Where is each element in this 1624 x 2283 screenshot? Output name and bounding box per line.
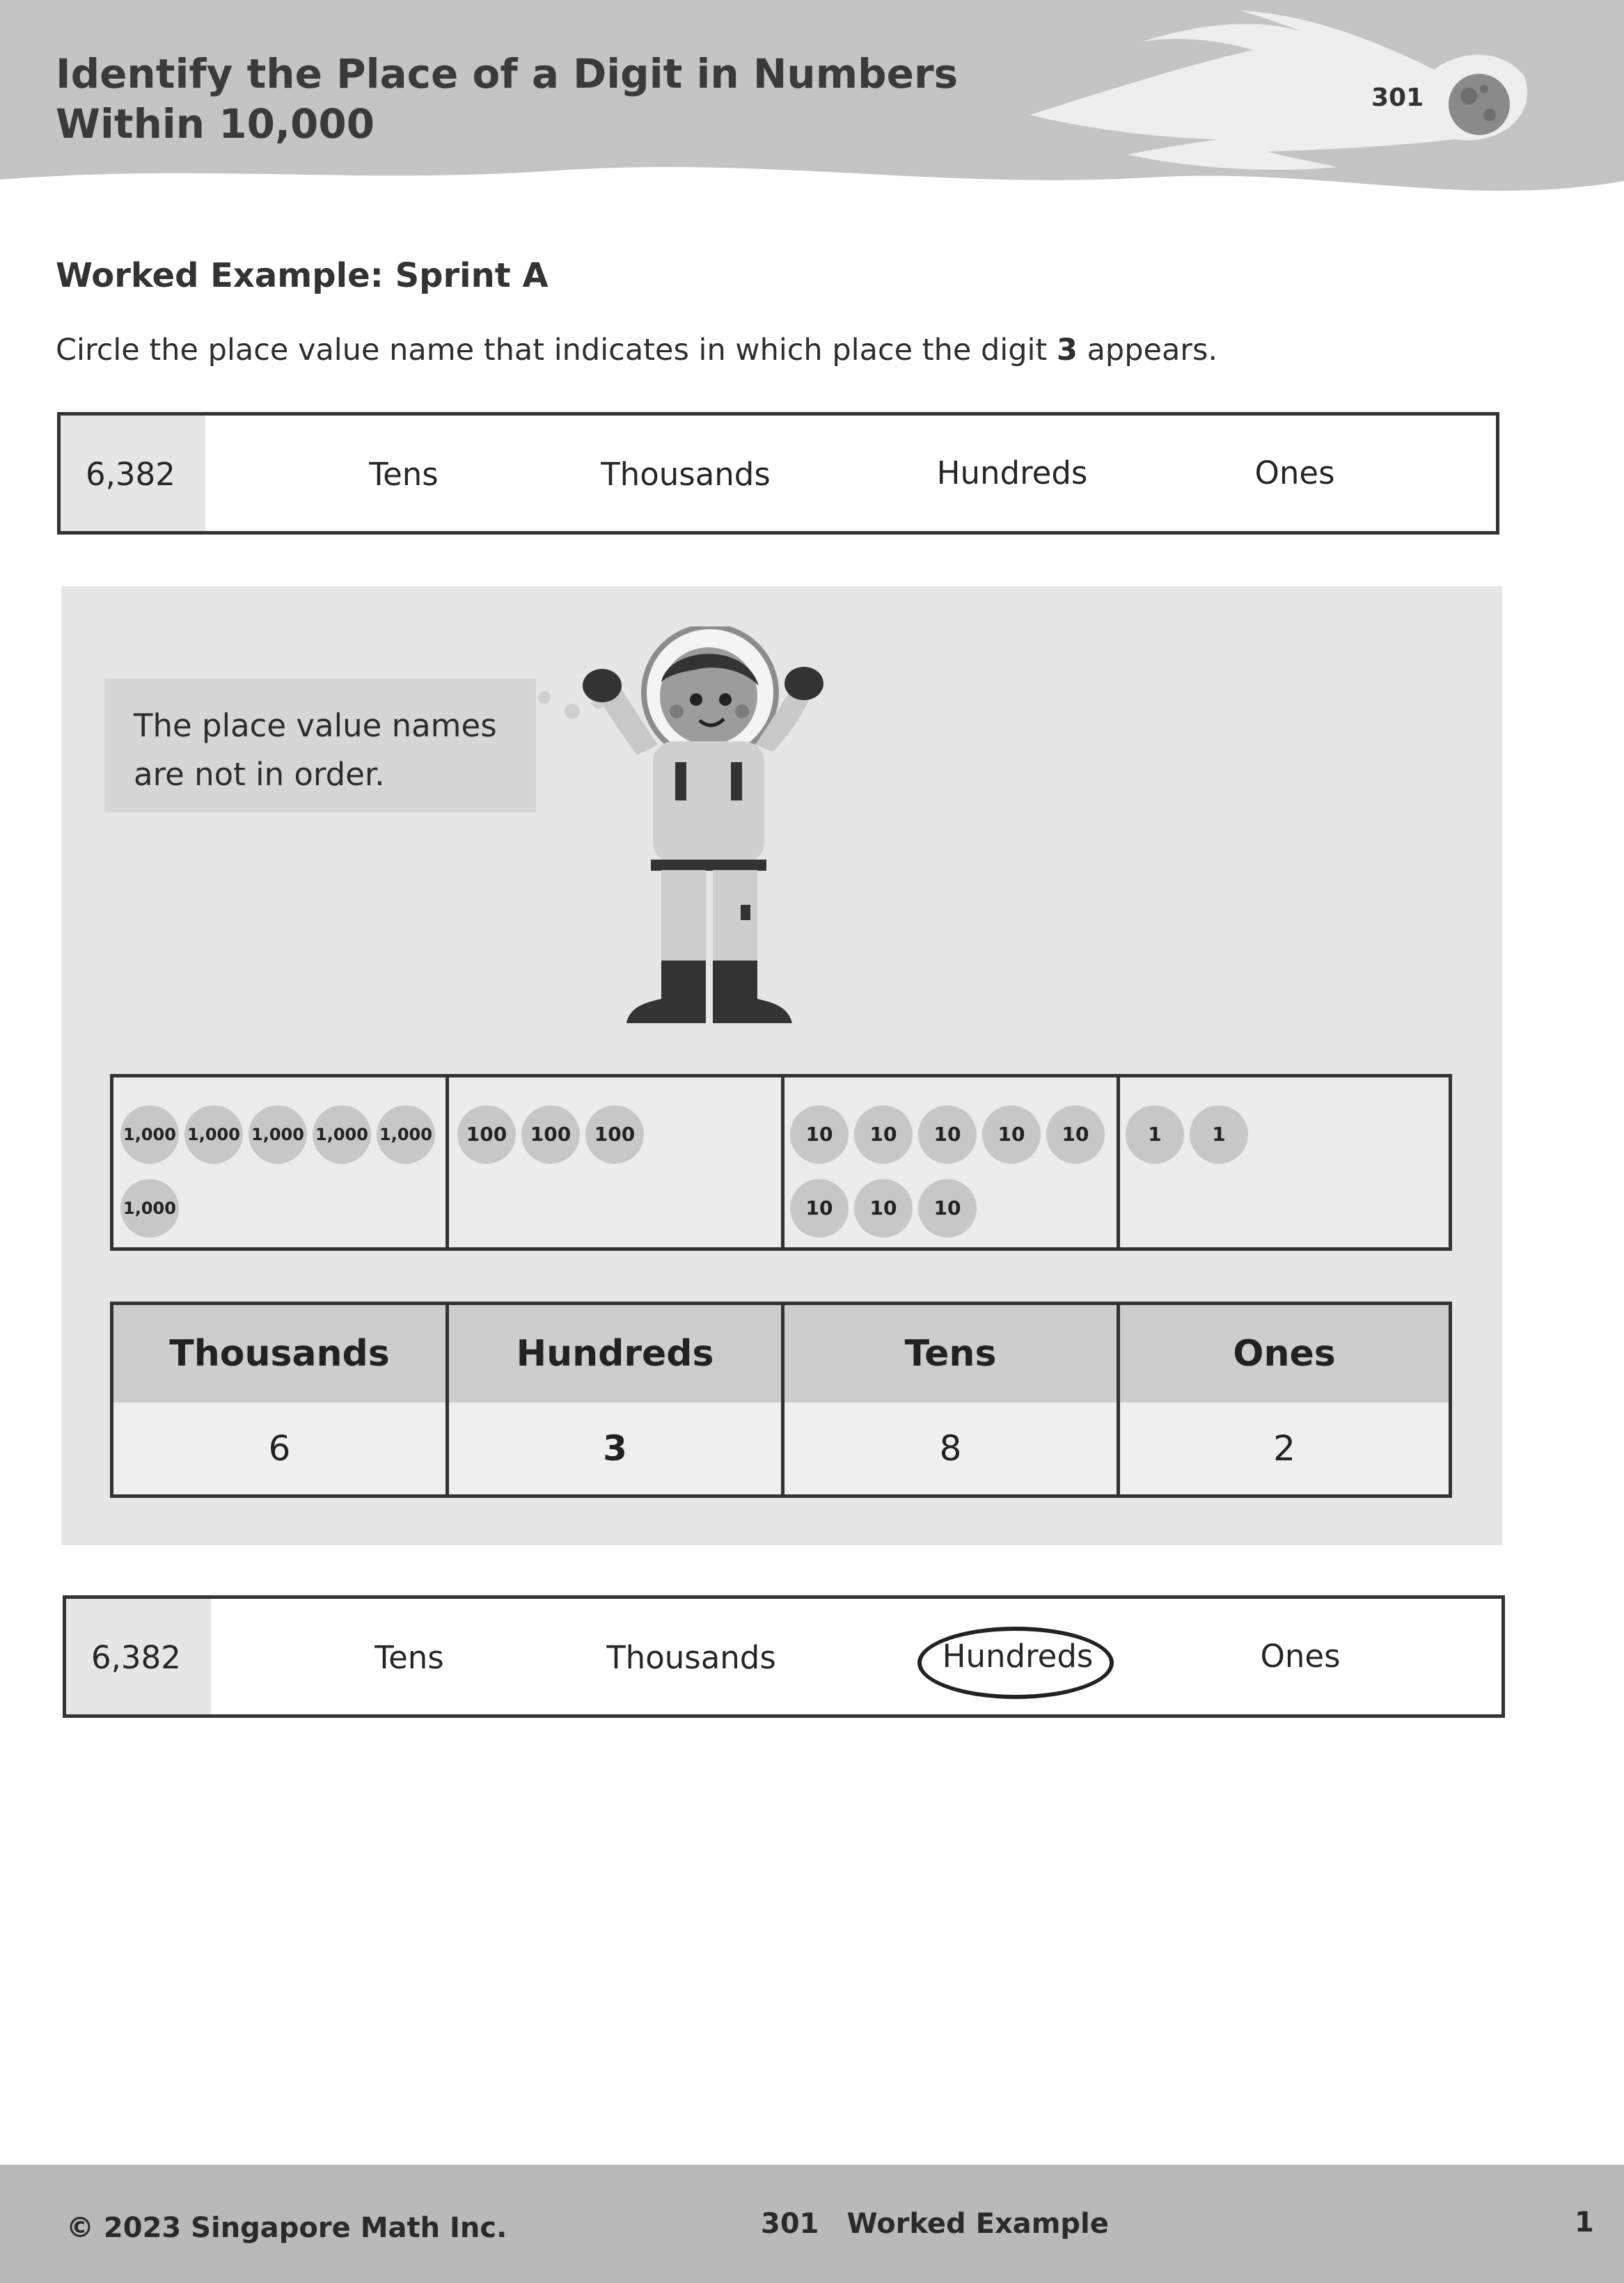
footer-sprint-number: 301 bbox=[761, 2208, 819, 2240]
hundred-disk: 100 bbox=[521, 1105, 580, 1164]
pv-header-thousands: Thousands bbox=[113, 1305, 449, 1403]
ten-disk: 10 bbox=[918, 1179, 977, 1238]
place-value-chart bbox=[110, 1302, 1452, 1498]
answer-circle-mark bbox=[917, 1627, 1114, 1699]
answer-option-thousands[interactable]: Thousands bbox=[606, 1639, 776, 1676]
thousand-disk: 1,000 bbox=[120, 1179, 179, 1238]
question-row bbox=[57, 412, 1499, 535]
thousand-disk: 1,000 bbox=[184, 1105, 243, 1164]
question-number: 6,382 bbox=[86, 456, 175, 493]
question-option-thousands[interactable]: Thousands bbox=[601, 456, 771, 493]
ten-disk: 10 bbox=[918, 1105, 977, 1164]
thousand-disk: 1,000 bbox=[120, 1105, 179, 1164]
answer-row bbox=[63, 1595, 1505, 1718]
pv-header-hundreds: Hundreds bbox=[449, 1305, 785, 1403]
pv-value-ones: 2 bbox=[1273, 1428, 1295, 1469]
instruction-text bbox=[56, 333, 1217, 368]
answer-option-ones[interactable]: Ones bbox=[1260, 1638, 1341, 1675]
ten-disk: 10 bbox=[1046, 1105, 1105, 1164]
sprint-number: 301 bbox=[1371, 84, 1424, 112]
pv-header-ones: Ones bbox=[1120, 1305, 1449, 1403]
disk-column-tens bbox=[785, 1077, 1120, 1247]
thousand-disk: 1,000 bbox=[249, 1105, 307, 1164]
hundred-disk: 100 bbox=[585, 1105, 644, 1164]
thousand-disk: 1,000 bbox=[377, 1105, 435, 1164]
instruction-before: Circle the place value name that indicates in which place the digit bbox=[56, 333, 1057, 368]
answer-option-hundreds[interactable]: Hundreds bbox=[942, 1638, 1094, 1675]
place-value-disk-chart bbox=[110, 1074, 1452, 1251]
footer-label bbox=[761, 2208, 1109, 2240]
pv-value-tens: 8 bbox=[785, 1403, 1120, 1494]
pv-value-thousands: 6 bbox=[113, 1403, 449, 1494]
disk-column-hundreds bbox=[449, 1077, 785, 1247]
footer-section-label: Worked Example bbox=[846, 2208, 1109, 2240]
title-line-2: Within 10,000 bbox=[56, 100, 375, 148]
instruction-after: appears. bbox=[1077, 333, 1218, 368]
pv-header-tens: Tens bbox=[785, 1305, 1120, 1403]
answer-option-tens[interactable]: Tens bbox=[375, 1639, 444, 1676]
answer-number: 6,382 bbox=[91, 1639, 181, 1676]
one-disk: 1 bbox=[1126, 1105, 1184, 1164]
thousand-disk: 1,000 bbox=[313, 1105, 371, 1164]
question-option-hundreds[interactable]: Hundreds bbox=[936, 455, 1088, 491]
ten-disk: 10 bbox=[854, 1105, 913, 1164]
instruction-digit: 3 bbox=[1056, 333, 1078, 368]
page-title bbox=[56, 49, 1030, 149]
question-option-tens[interactable]: Tens bbox=[369, 456, 439, 493]
disk-column-thousands bbox=[113, 1077, 449, 1247]
ten-disk: 10 bbox=[790, 1179, 849, 1238]
disk-column-ones bbox=[1120, 1077, 1449, 1247]
question-option-ones[interactable]: Ones bbox=[1254, 455, 1335, 491]
pv-value-hundreds: 3 bbox=[449, 1403, 785, 1494]
hundred-disk: 100 bbox=[457, 1105, 516, 1164]
ten-disk: 10 bbox=[982, 1105, 1041, 1164]
title-line-1: Identify the Place of a Digit in Numbers bbox=[56, 50, 959, 97]
callout-text: The place value names are not in order. bbox=[134, 707, 497, 793]
asteroid-icon bbox=[1449, 74, 1510, 135]
footer-copyright: © 2023 Singapore Math Inc. bbox=[66, 2212, 507, 2244]
ten-disk: 10 bbox=[790, 1105, 849, 1164]
ten-disk: 10 bbox=[854, 1179, 913, 1238]
section-heading: Worked Example: Sprint A bbox=[56, 256, 549, 295]
page-number: 1 bbox=[1575, 2206, 1594, 2238]
one-disk: 1 bbox=[1190, 1105, 1248, 1164]
astronaut-illustration bbox=[564, 626, 828, 1037]
